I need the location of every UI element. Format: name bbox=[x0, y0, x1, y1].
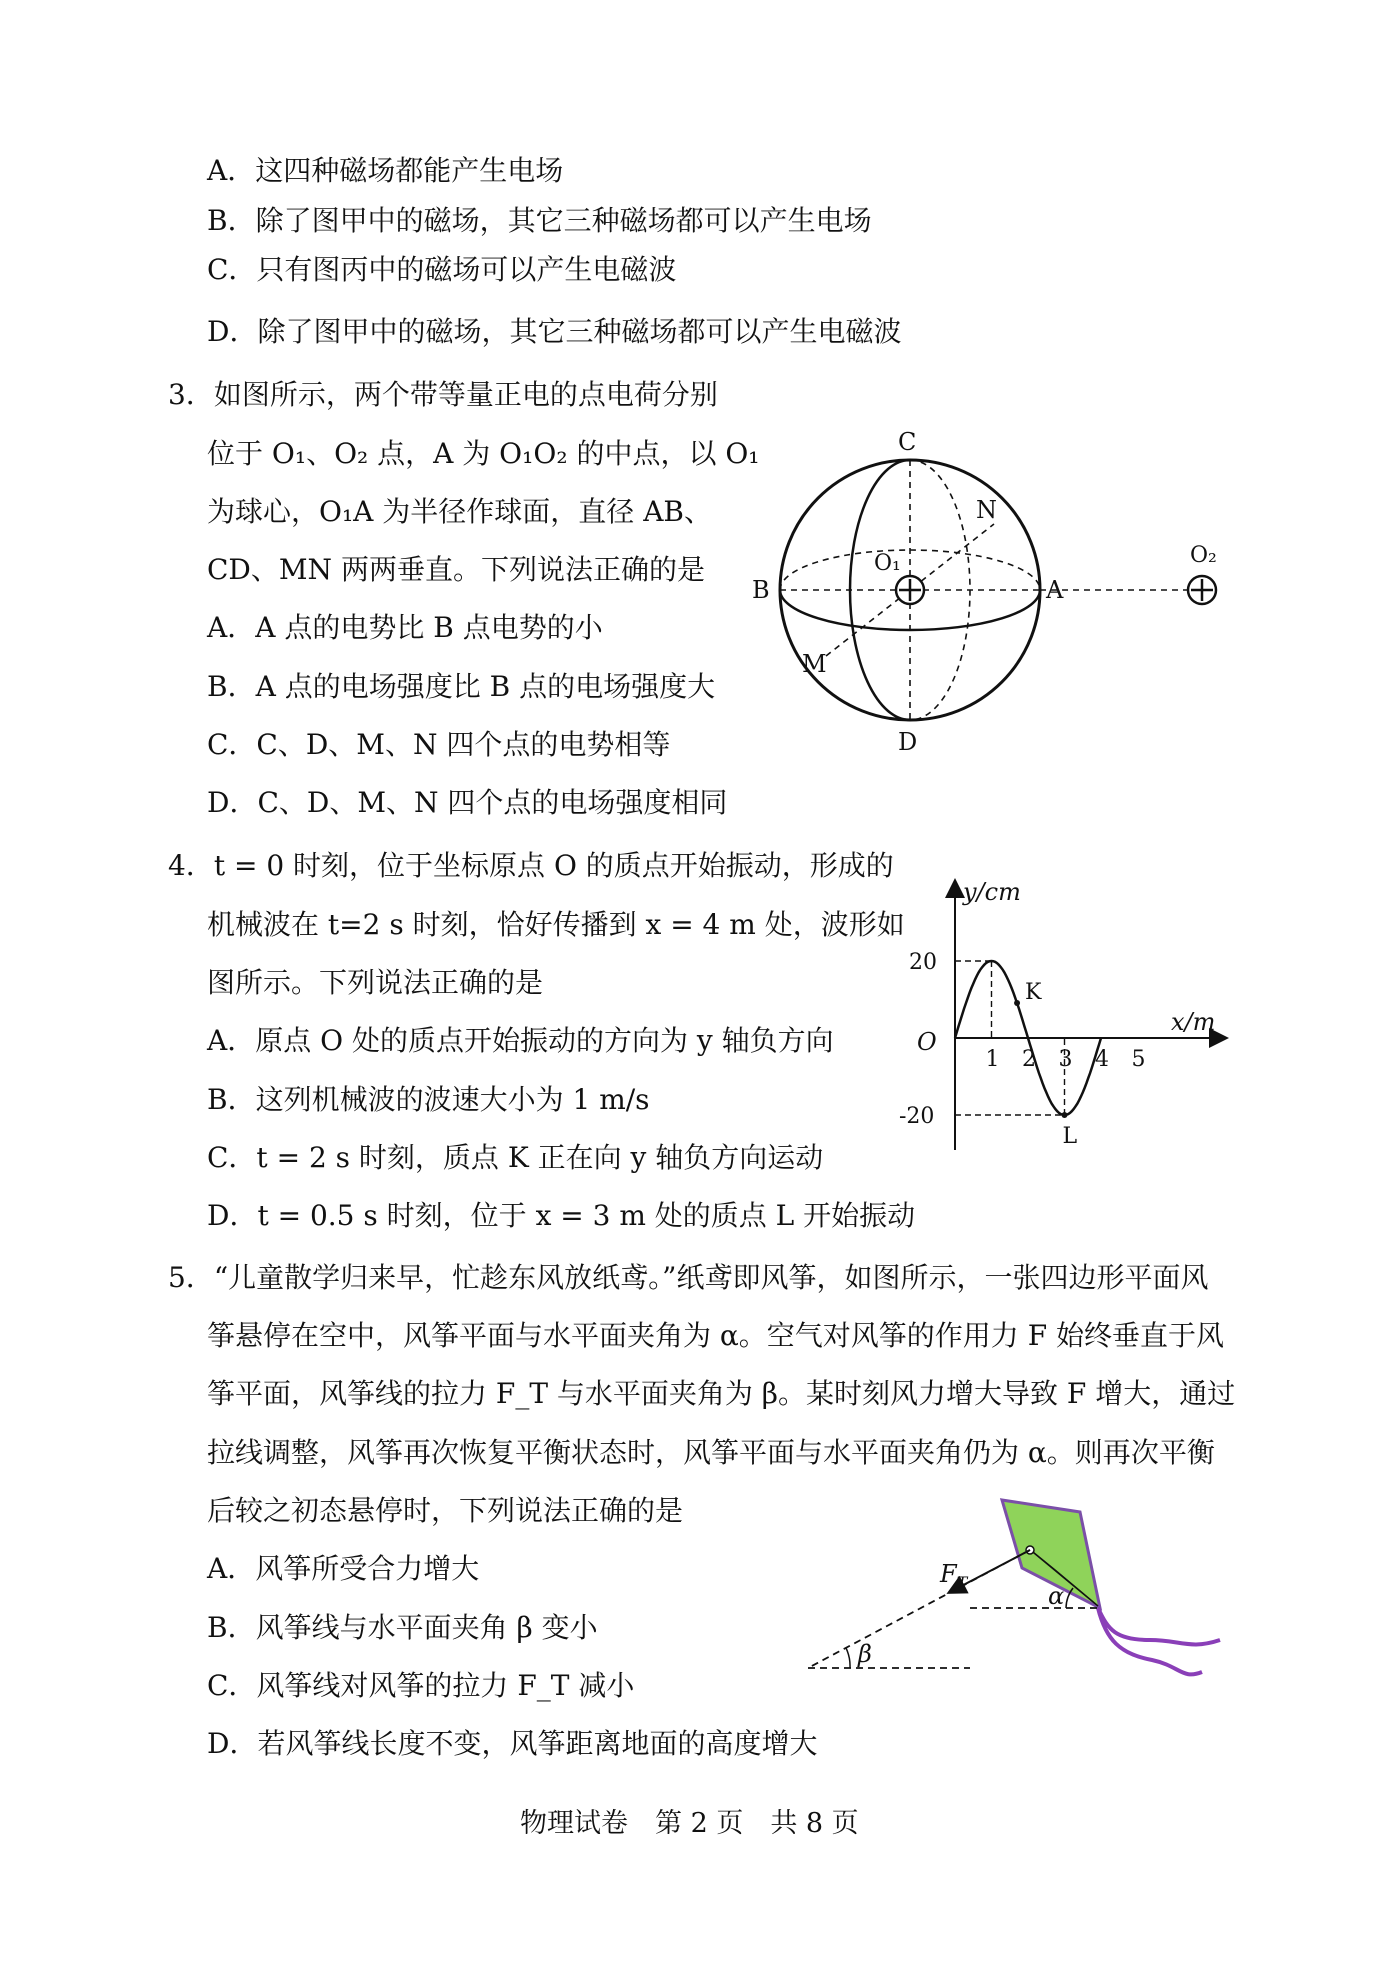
label-n: N bbox=[976, 496, 997, 524]
q4-stem-line-1: 4．t = 0 时刻，位于坐标原点 O 的质点开始振动，形成的 bbox=[168, 849, 894, 882]
q4-wave-chart bbox=[895, 870, 1235, 1160]
beta-label: β bbox=[858, 1640, 872, 1668]
y-tick--20: -20 bbox=[899, 1104, 935, 1129]
q5-option-a: A．风筝所受合力增大 bbox=[207, 1552, 480, 1585]
x-axis-label: x/m bbox=[1171, 1008, 1216, 1036]
q5-option-d: D．若风筝线长度不变，风筝距离地面的高度增大 bbox=[207, 1727, 818, 1760]
ft-label: $F_T$ bbox=[940, 1560, 968, 1592]
q5-stem-line-2: 筝悬停在空中，风筝平面与水平面夹角为 α。空气对风筝的作用力 F 始终垂直于风 bbox=[207, 1319, 1225, 1352]
q5-stem-line-4: 拉线调整，风筝再次恢复平衡状态时，风筝平面与水平面夹角仍为 α。则再次平衡 bbox=[207, 1436, 1215, 1469]
q3-option-b: B．A 点的电场强度比 B 点的电场强度大 bbox=[207, 670, 716, 703]
q2-option-a: A．这四种磁场都能产生电场 bbox=[207, 154, 564, 187]
label-d: D bbox=[898, 728, 918, 756]
alpha-label: α bbox=[1048, 1582, 1065, 1610]
x-tick-2: 2 bbox=[1022, 1047, 1036, 1072]
label-b: B bbox=[752, 576, 770, 604]
q2-option-d: D．除了图甲中的磁场，其它三种磁场都可以产生电磁波 bbox=[207, 315, 902, 348]
label-o2: O₂ bbox=[1190, 543, 1217, 568]
origin-label: O bbox=[917, 1028, 937, 1056]
y-axis-label: y/cm bbox=[963, 878, 1021, 906]
beta-arc bbox=[846, 1648, 850, 1668]
page-footer: 物理试卷 第 2 页 共 8 页 bbox=[520, 1808, 859, 1839]
q5-kite-figure bbox=[790, 1490, 1230, 1700]
q5-stem-line-1: 5．“儿童散学归来早，忙趁东风放纸鸢。”纸鸢即风筝，如图所示，一张四边形平面风 bbox=[168, 1261, 1209, 1294]
label-o1: O₁ bbox=[874, 551, 901, 576]
q5-stem-line-5: 后较之初态悬停时，下列说法正确的是 bbox=[207, 1494, 684, 1527]
q4-option-c: C．t = 2 s 时刻，质点 K 正在向 y 轴负方向运动 bbox=[207, 1141, 824, 1174]
point-label-K: K bbox=[1025, 980, 1042, 1006]
label-c: C bbox=[898, 428, 917, 456]
q2-option-c: C．只有图丙中的磁场可以产生电磁波 bbox=[207, 253, 677, 286]
charge-o2-icon bbox=[1188, 576, 1216, 604]
x-tick-1: 1 bbox=[985, 1047, 1000, 1072]
label-a: A bbox=[1046, 576, 1064, 604]
q3-option-a: A．A 点的电势比 B 点电势的小 bbox=[207, 611, 603, 644]
q3-stem-line-1: 3．如图所示，两个带等量正电的点电荷分别 bbox=[168, 378, 718, 411]
q5-stem-line-3: 筝平面，风筝线的拉力 F_T 与水平面夹角为 β。某时刻风力增大导致 F 增大，通过 bbox=[207, 1377, 1236, 1410]
point-K bbox=[1014, 1000, 1020, 1006]
q5-option-b: B．风筝线与水平面夹角 β 变小 bbox=[207, 1611, 598, 1644]
q4-option-d: D．t = 0.5 s 时刻，位于 x = 3 m 处的质点 L 开始振动 bbox=[207, 1199, 916, 1232]
charge-o1-icon bbox=[896, 576, 924, 604]
x-tick-5: 5 bbox=[1131, 1047, 1146, 1072]
q3-stem-line-2: 位于 O₁、O₂ 点，A 为 O₁O₂ 的中点，以 O₁ bbox=[207, 437, 760, 470]
q4-stem-line-2: 机械波在 t=2 s 时刻，恰好传播到 x = 4 m 处，波形如 bbox=[207, 908, 905, 941]
kite-tail bbox=[1098, 1608, 1220, 1674]
q3-option-d: D．C、D、M、N 四个点的电场强度相同 bbox=[207, 786, 728, 819]
point-L bbox=[1062, 1112, 1068, 1118]
q3-option-c: C．C、D、M、N 四个点的电势相等 bbox=[207, 728, 671, 761]
x-tick-3: 3 bbox=[1058, 1047, 1073, 1072]
q4-option-a: A．原点 O 处的质点开始振动的方向为 y 轴负方向 bbox=[207, 1024, 834, 1057]
label-m: M bbox=[802, 650, 827, 678]
q3-stem-line-4: CD、MN 两两垂直。下列说法正确的是 bbox=[207, 553, 705, 586]
point-label-L: L bbox=[1062, 1124, 1078, 1149]
q3-sphere-figure bbox=[740, 420, 1240, 760]
q3-stem-line-3: 为球心，O₁A 为半径作球面，直径 AB、 bbox=[207, 495, 712, 528]
y-tick-20: 20 bbox=[909, 950, 937, 975]
q4-option-b: B．这列机械波的波速大小为 1 m/s bbox=[207, 1083, 650, 1116]
x-tick-4: 4 bbox=[1095, 1047, 1109, 1072]
q2-option-b: B．除了图甲中的磁场，其它三种磁场都可以产生电场 bbox=[207, 204, 872, 237]
q4-stem-line-3: 图所示。下列说法正确的是 bbox=[207, 966, 544, 999]
q5-option-c: C．风筝线对风筝的拉力 F_T 减小 bbox=[207, 1669, 635, 1702]
